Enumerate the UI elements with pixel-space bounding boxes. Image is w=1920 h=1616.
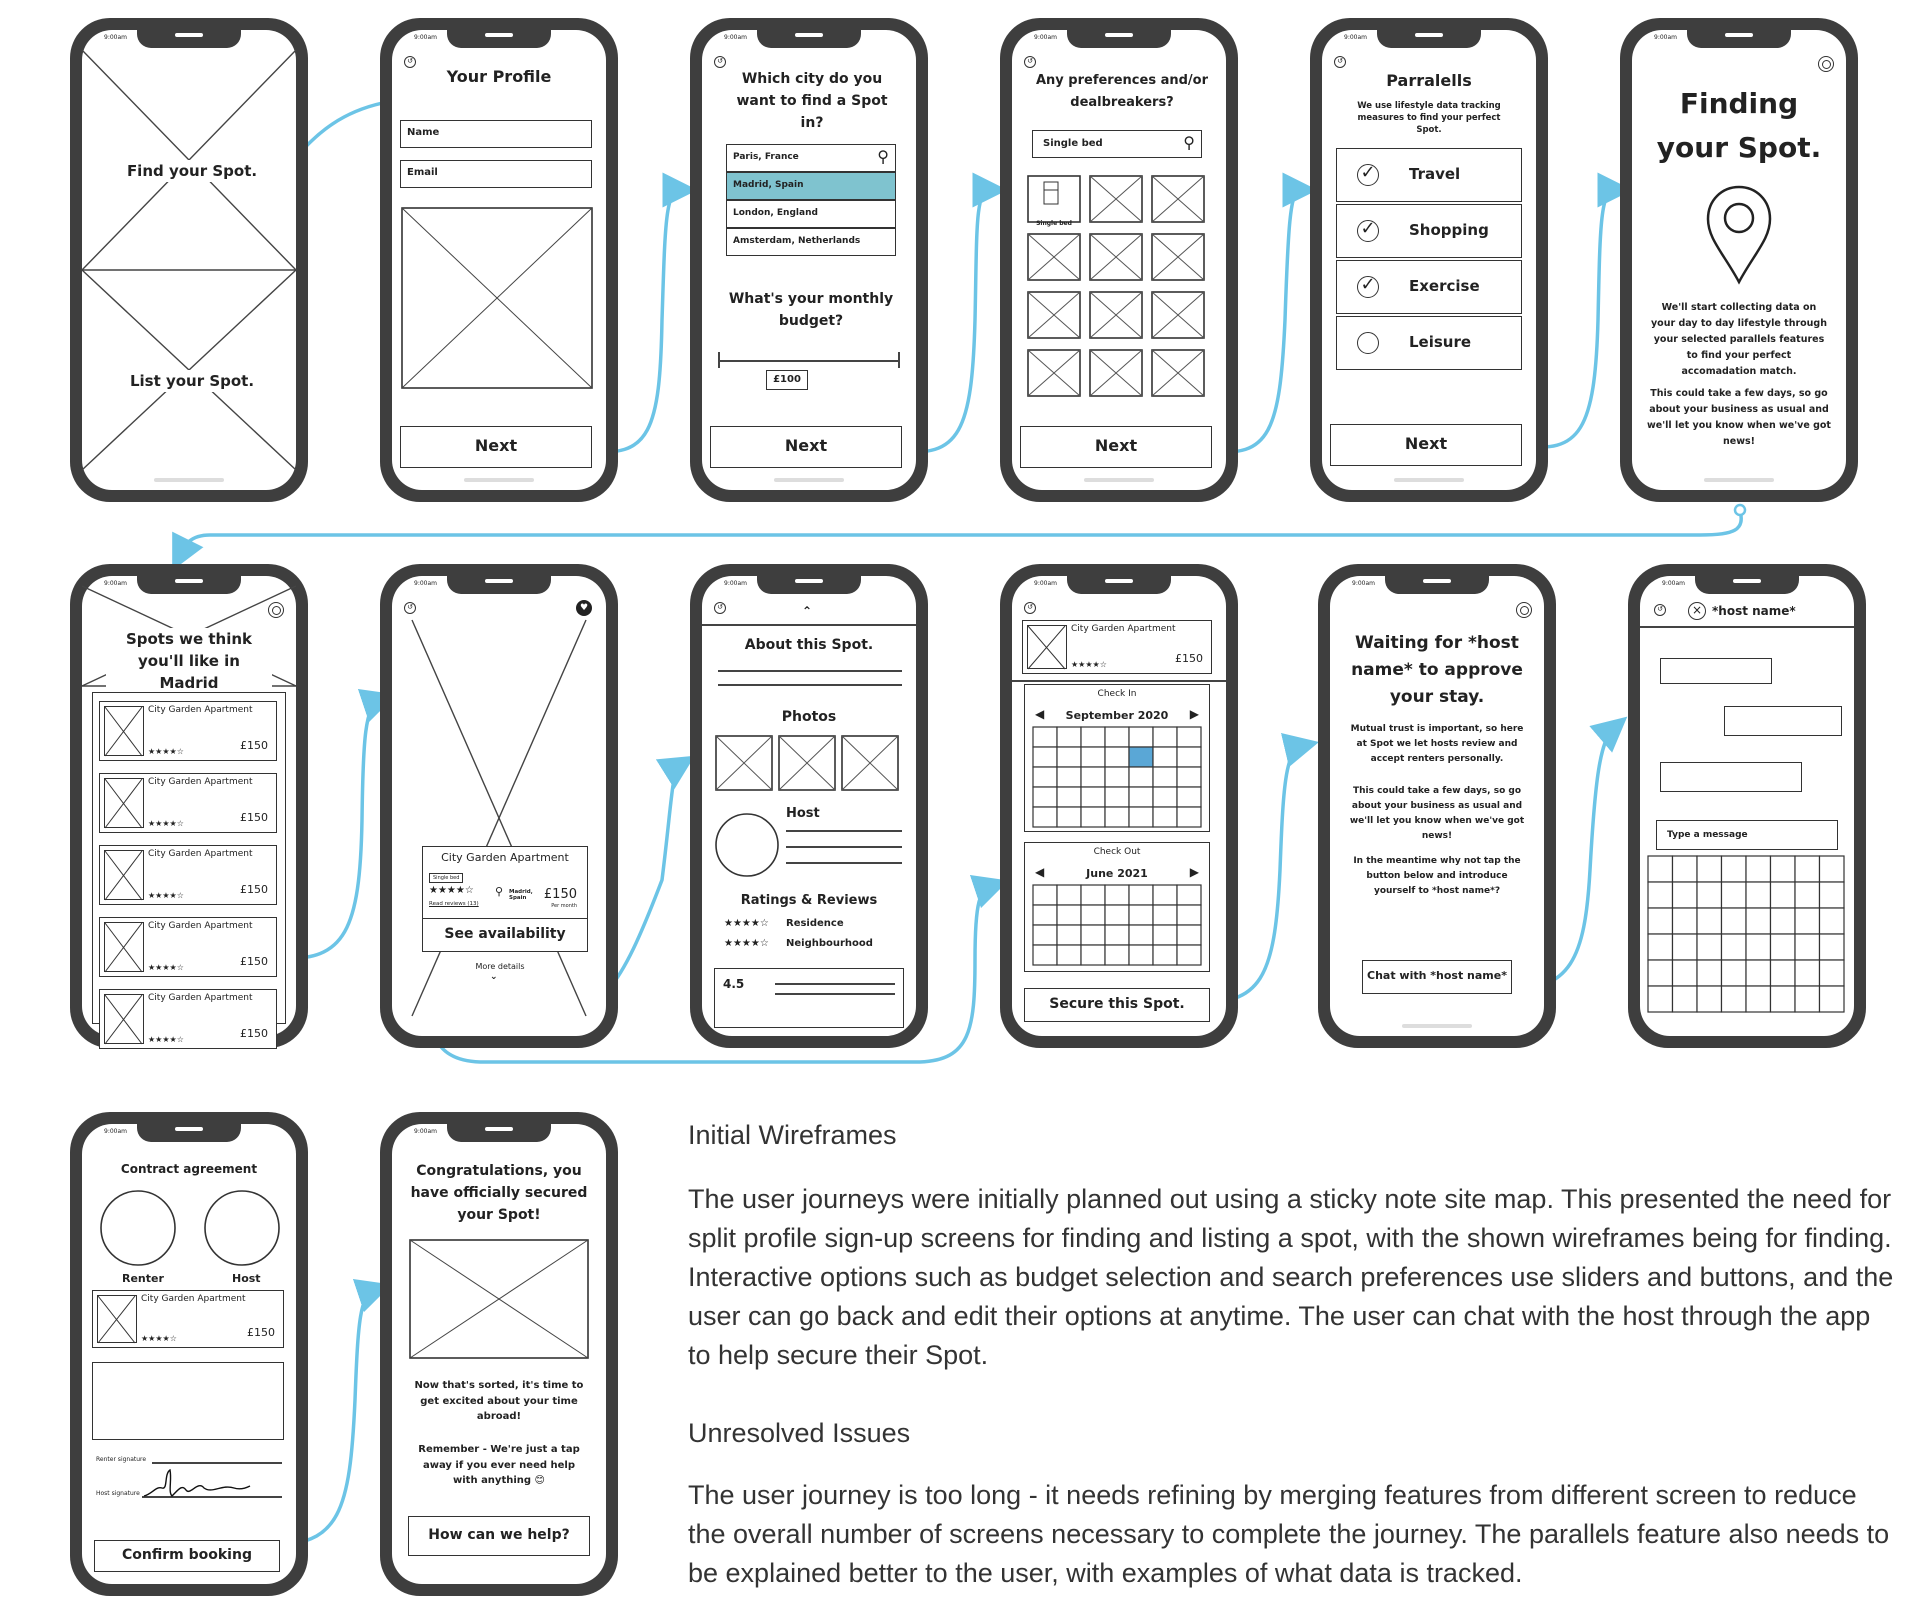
city-search-input[interactable] xyxy=(726,144,896,172)
residence-stars: ★★★★☆ xyxy=(724,918,769,929)
renter-avatar xyxy=(98,1188,178,1268)
residence-label: Residence xyxy=(786,918,844,929)
phone-notch xyxy=(1377,28,1481,48)
location-pin-icon: ⚲ xyxy=(495,885,504,898)
city-option-label: London, England xyxy=(733,208,818,218)
home-indicator xyxy=(1394,478,1464,482)
renter-signature-line[interactable] xyxy=(152,1462,282,1464)
parralells-option[interactable] xyxy=(1336,204,1522,258)
chevron-up-icon[interactable]: ⌃ xyxy=(802,604,813,618)
city-search-value: Paris, France xyxy=(733,152,799,162)
listing-name: City Garden Apartment xyxy=(148,849,253,859)
phone-parralells xyxy=(1310,18,1548,502)
renter-label: Renter xyxy=(122,1272,164,1285)
listing-price: £150 xyxy=(240,883,268,896)
detail-screen xyxy=(392,576,606,1036)
back-icon[interactable]: ↺ xyxy=(1024,56,1036,68)
text-line xyxy=(786,830,902,832)
phone-notch xyxy=(1067,28,1171,48)
listing-card[interactable] xyxy=(1022,620,1212,674)
waiting-screen xyxy=(1330,576,1544,1036)
chat-screen xyxy=(1640,576,1854,1036)
checked-circle-icon: ✓ xyxy=(1357,164,1379,186)
status-time: 9:00am xyxy=(1662,580,1685,587)
empty-circle-icon xyxy=(1357,332,1379,354)
waiting-paragraph-3: In the meantime why not tap the button below and introduce yourself to *host name*? xyxy=(1353,856,1521,896)
city-option-label: Amsterdam, Netherlands xyxy=(733,236,861,246)
secure-spot-button[interactable]: Secure this Spot. xyxy=(1024,988,1210,1022)
results-title: Spots we think you'll like in Madrid xyxy=(106,628,272,694)
name-field[interactable] xyxy=(400,120,592,148)
home-indicator xyxy=(1084,478,1154,482)
target-icon[interactable] xyxy=(1818,56,1834,72)
listing-tag: Single bed xyxy=(429,873,463,883)
target-icon[interactable] xyxy=(1516,602,1532,618)
profile-photo-placeholder xyxy=(402,208,592,388)
search-icon: ⚲ xyxy=(1183,133,1195,152)
confirm-booking-button[interactable]: Confirm booking xyxy=(94,1540,280,1572)
first-tile-label: Single bed xyxy=(1036,220,1072,227)
next-button[interactable]: Next xyxy=(1330,424,1522,466)
photos-heading: Photos xyxy=(781,709,837,725)
text-line xyxy=(718,670,902,672)
more-details-link[interactable]: More details xyxy=(452,962,548,971)
status-time: 9:00am xyxy=(414,580,437,587)
listing-thumbnail xyxy=(104,706,144,756)
listing-card[interactable] xyxy=(99,917,277,977)
photo-thumbnails[interactable] xyxy=(714,734,904,794)
next-button[interactable]: Next xyxy=(710,426,902,468)
status-time: 9:00am xyxy=(724,580,747,587)
waiting-title: Waiting for *host name* to approve your stay. xyxy=(1351,633,1523,707)
parralells-option[interactable] xyxy=(1336,316,1522,370)
back-icon[interactable]: ↺ xyxy=(404,56,416,68)
home-indicator xyxy=(464,478,534,482)
contract-text-box xyxy=(92,1362,284,1440)
chat-host-name: *host name* xyxy=(1712,604,1796,618)
chevron-down-icon[interactable]: ⌄ xyxy=(490,972,498,982)
listing-reviews: Read reviews (13) xyxy=(429,901,479,907)
listing-card[interactable] xyxy=(99,701,277,761)
parralells-subtitle: We use lifestyle data tracking measures to find your perfect Spot. xyxy=(1357,101,1501,135)
phone-notch xyxy=(1687,28,1791,48)
back-icon[interactable]: ↺ xyxy=(404,602,416,614)
message-bubble xyxy=(1660,762,1802,792)
status-time: 9:00am xyxy=(104,1128,127,1135)
email-field[interactable] xyxy=(400,160,592,188)
page-title: Your Profile xyxy=(446,67,552,86)
listing-stars: ★★★★☆ xyxy=(148,819,184,828)
chat-host-button[interactable]: Chat with *host name* xyxy=(1362,960,1512,994)
chevron-left-icon[interactable]: ◀ xyxy=(1035,865,1045,879)
review-score-card[interactable] xyxy=(714,968,904,1028)
listing-city: Madrid, Spain xyxy=(509,889,533,901)
listing-thumbnail xyxy=(104,850,144,900)
listing-price: £150 xyxy=(240,739,268,752)
listing-thumbnail xyxy=(104,994,144,1044)
parralells-option-label: Shopping xyxy=(1409,221,1489,239)
phone-notch xyxy=(1067,574,1171,594)
message-bubble xyxy=(1724,706,1842,736)
profile-screen xyxy=(392,30,606,490)
listing-card[interactable] xyxy=(99,773,277,833)
calendar-grid[interactable] xyxy=(1033,727,1199,829)
parralells-screen xyxy=(1322,30,1536,490)
listing-card[interactable] xyxy=(422,846,588,920)
listing-stars: ★★★★☆ xyxy=(148,1035,184,1044)
listing-stars: ★★★★☆ xyxy=(429,885,474,896)
close-icon[interactable]: × xyxy=(1688,602,1706,620)
results-screen xyxy=(82,576,296,1044)
map-pin-icon xyxy=(1704,184,1774,284)
calendar-grid[interactable] xyxy=(1033,885,1199,969)
find-spot-option[interactable]: Find your Spot. xyxy=(112,160,272,182)
parralells-option[interactable] xyxy=(1336,260,1522,314)
congrats-paragraph-2: Remember - We're just a tap away if you ever need help with anything 😊 xyxy=(418,1444,580,1486)
city-option-amsterdam[interactable] xyxy=(726,228,896,256)
listing-name: City Garden Apartment xyxy=(1071,624,1176,634)
budget-slider-track[interactable] xyxy=(718,360,900,362)
wireframes-description: The user journeys were initially planned out using a sticky note site map. This presented the need for split profile sign-up screens for finding and listing a spot, with the shown wireframes being for finding. Interactive options such as budget selection and search preferences use sliders and buttons, and the user can go back and edit their options at anytime. The user can chat with the host through the app to help secure their Spot. xyxy=(688,1184,1894,1370)
phone-congrats xyxy=(380,1112,618,1596)
phone-finding xyxy=(1620,18,1858,502)
keyboard[interactable] xyxy=(1648,856,1846,1016)
parralells-option-label: Leisure xyxy=(1409,333,1472,351)
results-list xyxy=(92,692,286,1044)
status-time: 9:00am xyxy=(414,34,437,41)
phone-dates xyxy=(1000,564,1238,1048)
parralells-option-label: Exercise xyxy=(1409,277,1480,295)
listing-period: Per month xyxy=(551,903,577,909)
back-icon[interactable]: ↺ xyxy=(1654,604,1666,616)
heart-icon[interactable]: ♥ xyxy=(576,600,592,616)
host-signature-label: Host signature xyxy=(96,1490,140,1497)
listing-stars: ★★★★☆ xyxy=(148,963,184,972)
text-line xyxy=(786,862,902,864)
text-line xyxy=(775,983,895,985)
divider xyxy=(1640,626,1854,628)
text-line xyxy=(718,684,902,686)
page-title: Finding your Spot. xyxy=(1656,87,1822,164)
listing-stars: ★★★★☆ xyxy=(1071,660,1107,669)
phone-city xyxy=(690,18,928,502)
status-time: 9:00am xyxy=(1034,34,1057,41)
budget-question: What's your monthly budget? xyxy=(728,291,894,329)
chevron-left-icon[interactable]: ◀ xyxy=(1035,707,1045,721)
dates-screen xyxy=(1012,576,1226,1036)
city-option-london[interactable] xyxy=(726,200,896,228)
slider-end-left xyxy=(718,352,720,368)
preference-search-input[interactable] xyxy=(1032,130,1202,158)
celebration-image-placeholder xyxy=(410,1240,588,1358)
contract-screen xyxy=(82,1124,296,1584)
status-time: 9:00am xyxy=(1352,580,1375,587)
about-title: About this Spot. xyxy=(744,637,874,653)
phone-notch xyxy=(447,28,551,48)
message-placeholder: Type a message xyxy=(1667,830,1748,840)
preference-search-value: Single bed xyxy=(1043,138,1103,149)
finding-screen xyxy=(1632,30,1846,490)
parralells-options xyxy=(1336,148,1522,370)
check-in-calendar[interactable] xyxy=(1024,684,1210,832)
next-button[interactable]: Next xyxy=(400,426,592,468)
slider-end-right xyxy=(898,352,900,368)
check-in-label: Check In xyxy=(1097,689,1137,699)
listing-name: City Garden Apartment xyxy=(441,851,569,864)
listing-price: £150 xyxy=(1175,652,1203,665)
city-option-label: Madrid, Spain xyxy=(733,180,804,190)
budget-slider-handle[interactable]: £100 xyxy=(766,370,808,390)
divider xyxy=(702,624,916,626)
host-label: Host xyxy=(232,1272,261,1285)
city-question: Which city do you want to find a Spot in? xyxy=(736,71,888,131)
landing-screen xyxy=(82,30,296,490)
listing-price: £150 xyxy=(240,955,268,968)
status-time: 9:00am xyxy=(724,34,747,41)
status-time: 9:00am xyxy=(104,34,127,41)
help-button[interactable]: How can we help? xyxy=(408,1516,590,1556)
phone-notch xyxy=(1385,574,1489,594)
divider xyxy=(1012,680,1226,682)
neighbourhood-stars: ★★★★☆ xyxy=(724,938,769,949)
status-time: 9:00am xyxy=(104,580,127,587)
host-avatar[interactable] xyxy=(714,812,780,878)
phone-results xyxy=(70,564,308,1048)
phone-waiting xyxy=(1318,564,1556,1048)
phone-preferences xyxy=(1000,18,1238,502)
back-icon[interactable]: ↺ xyxy=(1334,56,1346,68)
ratings-heading: Ratings & Reviews xyxy=(740,893,878,908)
email-field-label: Email xyxy=(407,167,438,178)
phone-contract xyxy=(70,1112,308,1596)
message-bubble xyxy=(1660,658,1772,684)
status-time: 9:00am xyxy=(1034,580,1057,587)
about-screen xyxy=(702,576,916,1036)
host-heading: Host xyxy=(786,806,820,821)
listing-name: City Garden Apartment xyxy=(148,777,253,787)
home-indicator xyxy=(1704,478,1774,482)
finding-paragraph-2: This could take a few days, so go about your business as usual and we'll let you know when we've got news! xyxy=(1647,388,1831,447)
listing-thumbnail xyxy=(1027,625,1067,669)
listing-card[interactable] xyxy=(99,989,277,1049)
listing-thumbnail xyxy=(104,778,144,828)
month-label: June 2021 xyxy=(1086,867,1148,880)
month-label: September 2020 xyxy=(1065,709,1169,722)
listing-price: £150 xyxy=(240,1027,268,1040)
status-time: 9:00am xyxy=(1344,34,1367,41)
status-time: 9:00am xyxy=(1654,34,1677,41)
checked-circle-icon: ✓ xyxy=(1357,276,1379,298)
waiting-paragraph-1: Mutual trust is important, so here at Spot we let hosts review and accept renters personally. xyxy=(1350,724,1524,764)
listing-card xyxy=(92,1290,284,1348)
phone-detail xyxy=(380,564,618,1048)
listing-name: City Garden Apartment xyxy=(148,705,253,715)
see-availability-button[interactable]: See availability xyxy=(422,918,588,952)
listing-thumbnail xyxy=(97,1295,137,1343)
finding-paragraph-1: We'll start collecting data on your day to day lifestyle through your selected parallels features to find your perfect accomadation match. xyxy=(1650,302,1827,377)
phone-notch xyxy=(137,1122,241,1142)
parralells-option-label: Travel xyxy=(1409,165,1461,183)
issues-description: The user journey is too long - it needs refining by merging features from different screen to reduce the overall number of screens necessary to complete the journey. The parallels feature also needs to be explained better to the user, with examples of what data is tracked. xyxy=(688,1480,1890,1588)
check-out-label: Check Out xyxy=(1093,847,1141,857)
city-screen xyxy=(702,30,916,490)
listing-price: £150 xyxy=(240,811,268,824)
phone-landing xyxy=(70,18,308,502)
host-avatar xyxy=(202,1188,282,1268)
phone-notch xyxy=(757,28,861,48)
back-icon[interactable]: ↺ xyxy=(1024,602,1036,614)
phone-notch xyxy=(1695,574,1799,594)
target-icon[interactable] xyxy=(268,602,284,618)
status-time: 9:00am xyxy=(414,1128,437,1135)
chevron-right-icon[interactable]: ▶ xyxy=(1189,707,1199,721)
list-spot-option[interactable]: List your Spot. xyxy=(112,370,272,392)
wireframes-heading: Initial Wireframes xyxy=(688,1120,897,1150)
preferences-question: Any preferences and/or dealbreakers? xyxy=(1035,73,1208,110)
back-icon[interactable]: ↺ xyxy=(714,56,726,68)
phone-notch xyxy=(447,1122,551,1142)
waiting-paragraph-2: This could take a few days, so go about your business as usual and we'll let you know when we've got news! xyxy=(1349,786,1525,841)
home-indicator xyxy=(154,478,224,482)
preferences-screen xyxy=(1012,30,1226,490)
listing-card[interactable] xyxy=(99,845,277,905)
phone-notch xyxy=(757,574,861,594)
listing-name: City Garden Apartment xyxy=(148,993,253,1003)
listing-stars: ★★★★☆ xyxy=(148,891,184,900)
back-icon[interactable]: ↺ xyxy=(714,602,726,614)
listing-thumbnail xyxy=(104,922,144,972)
renter-signature-label: Renter signature xyxy=(96,1456,147,1463)
listing-name: City Garden Apartment xyxy=(148,921,253,931)
search-icon: ⚲ xyxy=(877,147,889,166)
page-title: Parralells xyxy=(1386,71,1472,90)
home-indicator xyxy=(1402,1024,1472,1028)
phone-profile xyxy=(380,18,618,502)
text-line xyxy=(786,846,902,848)
checked-circle-icon: ✓ xyxy=(1357,220,1379,242)
city-option-madrid[interactable] xyxy=(726,172,896,200)
listing-name: City Garden Apartment xyxy=(141,1294,246,1304)
listing-price: £150 xyxy=(543,887,577,902)
issues-heading: Unresolved Issues xyxy=(688,1418,911,1448)
listing-price: £150 xyxy=(247,1326,275,1339)
congrats-title: Congratulations, you have officially secured your Spot! xyxy=(410,1163,588,1223)
neighbourhood-label: Neighbourhood xyxy=(786,938,873,949)
home-indicator xyxy=(774,478,844,482)
parralells-option[interactable] xyxy=(1336,148,1522,202)
congrats-paragraph-1: Now that's sorted, it's time to get excited about your time abroad! xyxy=(414,1380,584,1422)
chevron-right-icon[interactable]: ▶ xyxy=(1189,865,1199,879)
review-score: 4.5 xyxy=(723,977,745,991)
preference-tiles[interactable] xyxy=(1026,174,1216,404)
next-button[interactable]: Next xyxy=(1020,426,1212,468)
check-out-calendar[interactable] xyxy=(1024,842,1210,972)
name-field-label: Name xyxy=(407,127,440,138)
listing-stars: ★★★★☆ xyxy=(148,747,184,756)
congrats-screen xyxy=(392,1124,606,1584)
text-line xyxy=(775,993,895,995)
contract-title: Contract agreement xyxy=(120,1162,258,1176)
phone-chat xyxy=(1628,564,1866,1048)
message-input[interactable] xyxy=(1656,820,1838,850)
phone-about xyxy=(690,564,928,1048)
placeholder-image xyxy=(82,30,296,490)
listing-stars: ★★★★☆ xyxy=(141,1334,177,1343)
host-signature xyxy=(142,1466,252,1502)
